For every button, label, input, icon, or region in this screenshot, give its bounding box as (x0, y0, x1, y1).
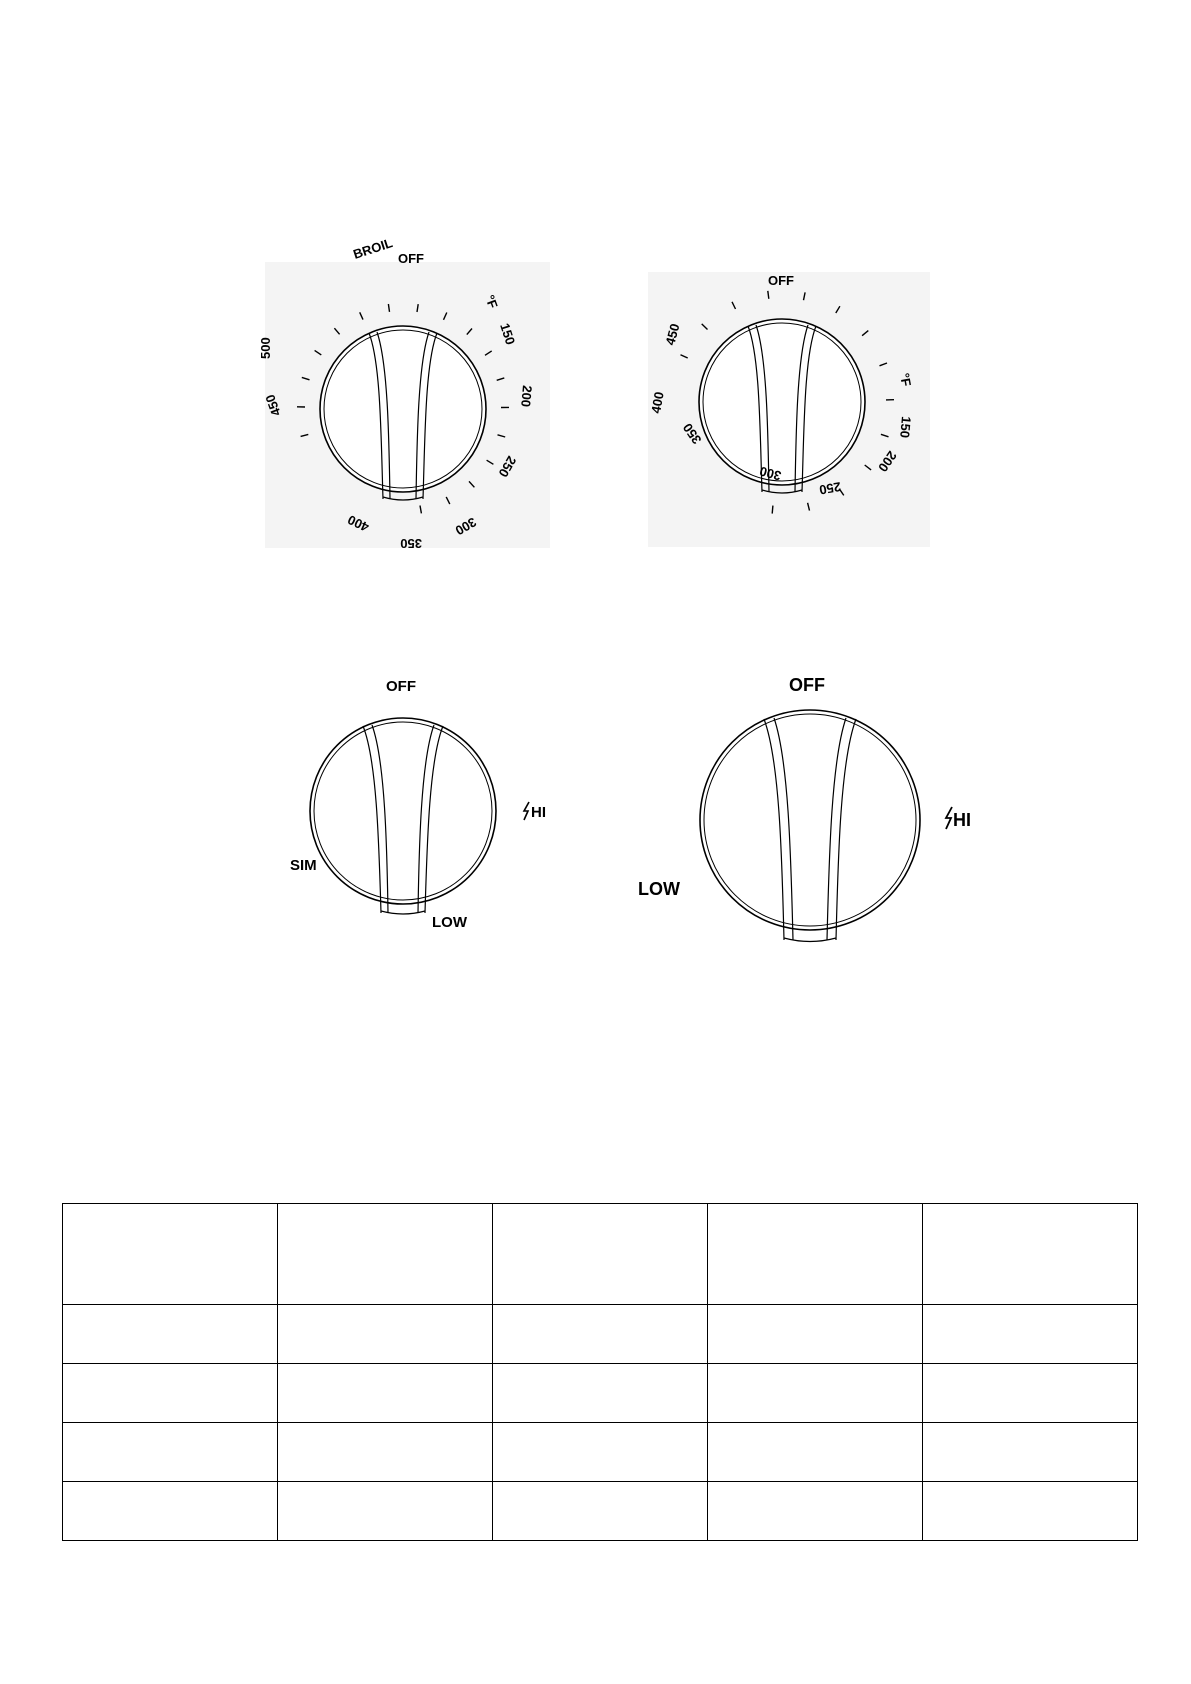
tick-mark (804, 292, 806, 300)
tick-mark (862, 331, 868, 336)
tick-mark (334, 328, 339, 334)
tick-mark (681, 355, 688, 358)
sim-label: SIM (290, 857, 317, 874)
lightning-bolt-icon (946, 807, 952, 829)
oven-dial (648, 272, 930, 547)
scale-label-200: 200 (875, 448, 900, 475)
table-header-row (63, 1204, 1138, 1305)
tick-mark (498, 435, 506, 437)
low-label: LOW (432, 914, 467, 931)
oven-broil-knob-panel (258, 235, 550, 551)
tick-mark (315, 350, 322, 355)
tick-mark (420, 506, 421, 514)
tick-mark (881, 434, 889, 437)
low-label: LOW (638, 879, 680, 899)
tick-mark (467, 329, 472, 335)
off-label: OFF (386, 678, 416, 695)
tick-mark (772, 506, 773, 514)
table-cell (923, 1423, 1138, 1482)
scale-label-350: 350 (400, 536, 422, 551)
table-cell (278, 1204, 493, 1305)
table-cell (493, 1204, 708, 1305)
table-cell (708, 1423, 923, 1482)
table-cell (63, 1204, 278, 1305)
scale-label-150: 150 (897, 415, 914, 439)
unit-label: °F (897, 371, 915, 388)
table-cell (493, 1305, 708, 1364)
tick-mark (836, 306, 840, 313)
table-cell (278, 1364, 493, 1423)
table-cell (923, 1364, 1138, 1423)
scale-label-350: 350 (679, 420, 705, 447)
table-cell (278, 1482, 493, 1541)
off-label: OFF (789, 675, 825, 695)
table-cell (278, 1423, 493, 1482)
surface-sim-knob[interactable] (310, 718, 496, 914)
surface-dial (638, 660, 990, 960)
tick-mark (302, 377, 310, 379)
scale-label-450: 450 (262, 392, 284, 419)
tick-mark (808, 503, 810, 511)
tick-mark (417, 304, 418, 312)
hi-label: HI (953, 810, 971, 830)
tick-mark (880, 363, 888, 366)
table-row (63, 1423, 1138, 1482)
tick-mark (485, 351, 492, 355)
table-cell (923, 1482, 1138, 1541)
table-cell (63, 1305, 278, 1364)
table-cell (708, 1364, 923, 1423)
oven-knob[interactable] (699, 319, 865, 493)
tick-mark (732, 302, 736, 309)
scale-label-400: 400 (648, 390, 667, 415)
table-cell (278, 1305, 493, 1364)
table-cell (923, 1204, 1138, 1305)
hi-label: HI (531, 804, 546, 821)
off-label: OFF (398, 251, 424, 266)
scale-label-150: 150 (497, 321, 519, 347)
table-row (63, 1364, 1138, 1423)
surface-knob-panel (638, 660, 990, 960)
scale-label-500: 500 (258, 337, 273, 359)
table-cell (708, 1482, 923, 1541)
tick-mark (469, 481, 474, 487)
table-cell (63, 1423, 278, 1482)
tick-mark (444, 313, 447, 320)
table-cell (63, 1364, 278, 1423)
tick-mark (497, 378, 505, 380)
tick-mark (388, 304, 389, 312)
tick-mark (487, 460, 494, 464)
scale-label-200: 200 (518, 384, 535, 408)
surface-knob[interactable] (700, 710, 920, 942)
scale-label-300: 300 (452, 514, 479, 539)
surface-sim-dial (270, 670, 570, 960)
scale-label-300: 300 (757, 463, 783, 484)
surface-sim-knob-panel (270, 670, 570, 960)
table-cell (493, 1364, 708, 1423)
tick-mark (360, 312, 363, 319)
table-cell (493, 1423, 708, 1482)
tick-mark (768, 291, 769, 299)
table-cell (708, 1305, 923, 1364)
unit-label: °F (482, 292, 501, 311)
table-row (63, 1482, 1138, 1541)
oven-knob-panel (648, 272, 930, 547)
tick-mark (301, 434, 309, 436)
scale-label-400: 400 (345, 512, 372, 535)
table-row (63, 1305, 1138, 1364)
blank-table (62, 1203, 1138, 1541)
table-cell (493, 1482, 708, 1541)
tick-mark (865, 465, 871, 470)
broil-label: BROIL (351, 235, 395, 262)
tick-mark (446, 497, 450, 504)
lightning-bolt-icon (524, 802, 529, 820)
table-cell (63, 1482, 278, 1541)
tick-mark (702, 324, 708, 330)
off-label: OFF (768, 273, 794, 288)
oven-broil-dial (258, 235, 550, 551)
oven-broil-knob[interactable] (320, 326, 486, 500)
scale-label-450: 450 (662, 321, 683, 347)
scale-label-250: 250 (495, 453, 520, 480)
table-cell (923, 1305, 1138, 1364)
scale-label-250: 250 (818, 479, 843, 498)
table-cell (708, 1204, 923, 1305)
